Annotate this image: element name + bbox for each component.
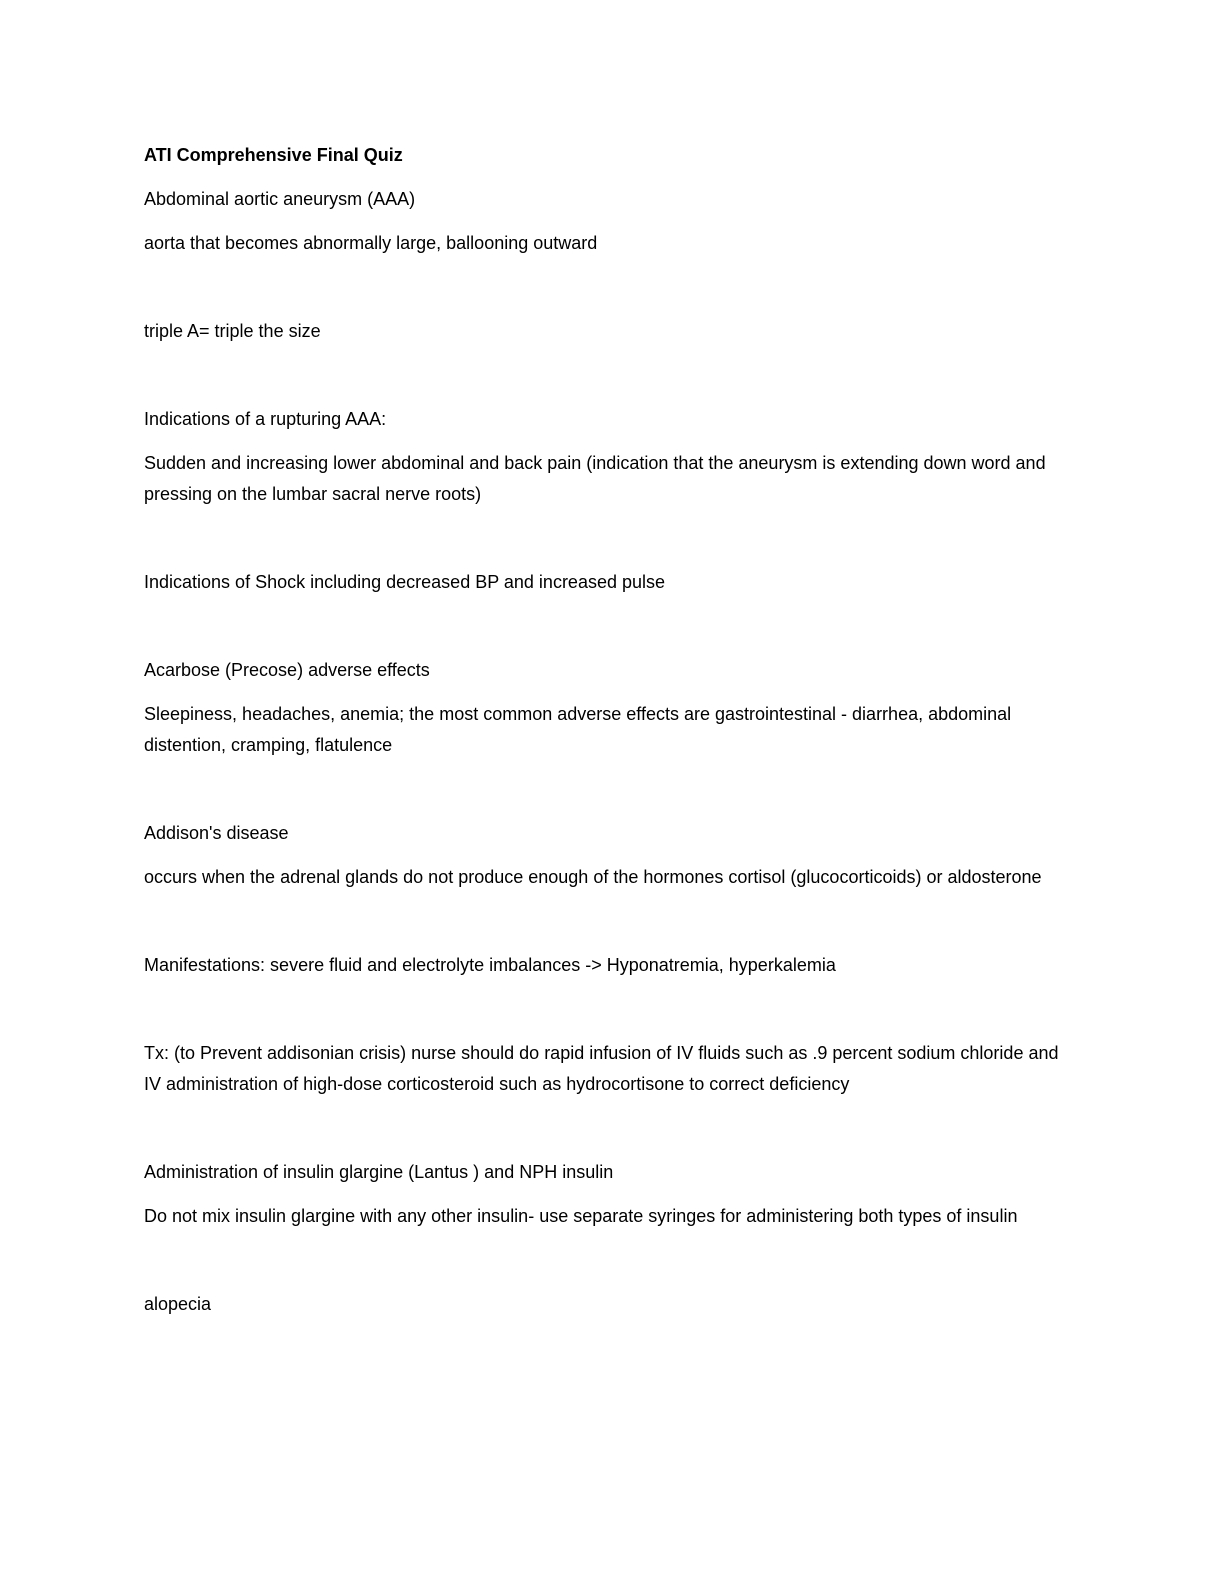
document-paragraph: Indications of a rupturing AAA: xyxy=(144,409,387,429)
blank-line xyxy=(144,906,1080,950)
document-title: ATI Comprehensive Final Quiz xyxy=(144,145,403,165)
document-paragraph: alopecia xyxy=(144,1294,212,1314)
document-paragraph: aorta that becomes abnormally large, ballooning outward xyxy=(144,233,598,253)
blank-line xyxy=(144,611,1080,655)
blank-line xyxy=(144,1245,1080,1289)
document-paragraph: Sudden and increasing lower abdominal and back pain (indication that the aneurysm is extending down word and pressing on the lumbar sacral nerve roots) xyxy=(144,453,1046,504)
document-paragraph: Addison's disease xyxy=(144,823,289,843)
document-paragraph: Tx: (to Prevent addisonian crisis) nurse should do rapid infusion of IV fluids such as .9 percent sodium chloride and IV administration of high-dose corticosteroid such as hydrocortisone to correct deficiency xyxy=(144,1043,1059,1094)
blank-line xyxy=(144,272,1080,316)
document-paragraph: Manifestations: severe fluid and electrolyte imbalances -> Hyponatremia, hyperkalemia xyxy=(144,955,836,975)
blank-line xyxy=(144,994,1080,1038)
document-paragraph: Acarbose (Precose) adverse effects xyxy=(144,660,430,680)
blank-line xyxy=(144,774,1080,818)
blank-line xyxy=(144,523,1080,567)
blank-line xyxy=(144,1113,1080,1157)
document-paragraph: Sleepiness, headaches, anemia; the most common adverse effects are gastrointestinal - diarrhea, abdominal distention, cramping, flatulence xyxy=(144,704,1012,755)
blank-line xyxy=(144,360,1080,404)
document-paragraph: Do not mix insulin glargine with any other insulin- use separate syringes for administering both types of insulin xyxy=(144,1206,1018,1226)
document-paragraph: occurs when the adrenal glands do not produce enough of the hormones cortisol (glucocorticoids) or aldosterone xyxy=(144,867,1042,887)
document-paragraph: Administration of insulin glargine (Lantus ) and NPH insulin xyxy=(144,1162,614,1182)
document-paragraph: Abdominal aortic aneurysm (AAA) xyxy=(144,189,416,209)
document-paragraph: triple A= triple the size xyxy=(144,321,321,341)
document-paragraph: Indications of Shock including decreased BP and increased pulse xyxy=(144,572,666,592)
